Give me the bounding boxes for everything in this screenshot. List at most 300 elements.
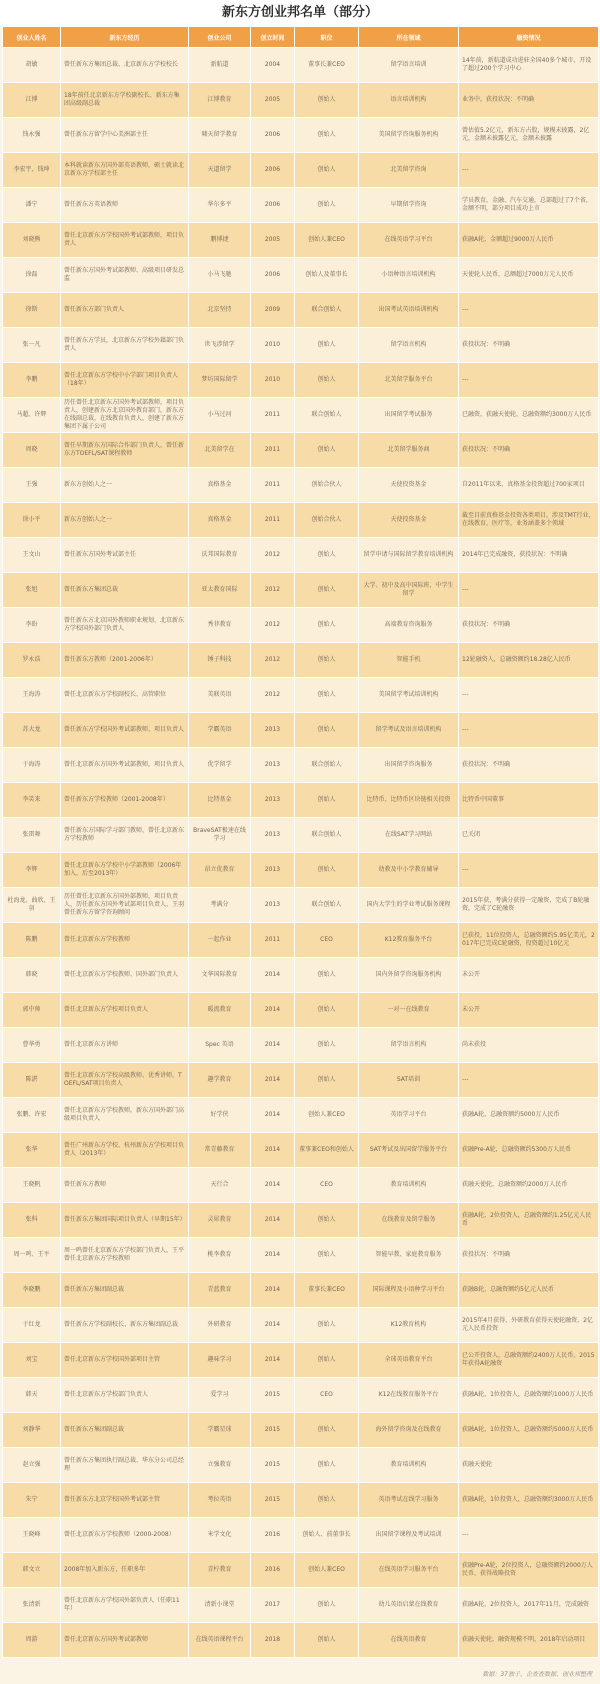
- table-row: [3, 328, 599, 363]
- company-cell: 秀菲教育: [189, 608, 251, 643]
- company-cell: 爱学习: [189, 1378, 251, 1413]
- company-cell: 青蓝教育: [189, 1273, 251, 1308]
- funding-cell: 尚未获投: [459, 1028, 599, 1063]
- year-cell: 2015: [251, 1448, 295, 1483]
- year-cell: 2017: [251, 1588, 295, 1623]
- experience-cell: 曾任广州新东方学校、杭州新东方学校项目负责人（2013年）: [61, 1133, 189, 1168]
- header-funding: 融资情况: [459, 27, 599, 48]
- company-cell: 梦坊国际留学: [189, 363, 251, 398]
- founder-name-cell: 徐小平: [3, 503, 61, 538]
- field-cell: 北美留学咨询: [359, 153, 459, 188]
- year-cell: 2006: [251, 153, 295, 188]
- founder-name-cell: 李鹏: [3, 363, 61, 398]
- company-cell: 趣味学习: [189, 1343, 251, 1378]
- field-cell: 在线英语教育: [359, 1623, 459, 1658]
- table-row: [3, 258, 599, 293]
- year-cell: 2004: [251, 48, 295, 83]
- role-cell: 创始人: [295, 678, 359, 713]
- field-cell: 出国留学考试服务: [359, 398, 459, 433]
- founder-name-cell: 李盼: [3, 608, 61, 643]
- funding-cell: 获融天使轮: [459, 1448, 599, 1483]
- company-cell: 考满分: [189, 888, 251, 923]
- experience-cell: 曾任北京新东方学校教师（2000-2008）: [61, 1518, 189, 1553]
- company-cell: 比特基金: [189, 783, 251, 818]
- role-cell: 联合创始人: [295, 293, 359, 328]
- founder-name-cell: 李晓鹏: [3, 1273, 61, 1308]
- experience-cell: 曾任新东方学校副校长、新东方集团副总裁: [61, 1308, 189, 1343]
- founder-name-cell: 李辉: [3, 853, 61, 888]
- year-cell: 2014: [251, 1308, 295, 1343]
- role-cell: 创始人: [295, 1203, 359, 1238]
- funding-cell: 自2011年以来，真格基金投资超过700家项目: [459, 468, 599, 503]
- table-row: [3, 573, 599, 608]
- experience-cell: 曾任北京新东方学校项目负责人: [61, 993, 189, 1028]
- table-row: [3, 1308, 599, 1343]
- role-cell: 联合创始人: [295, 818, 359, 853]
- experience-cell: 曾任北京新东方讲师: [61, 1028, 189, 1063]
- experience-cell: 曾任新东方教师: [61, 1168, 189, 1203]
- year-cell: 2011: [251, 468, 295, 503]
- company-cell: 啸天留学教育: [189, 118, 251, 153]
- role-cell: 创始人: [295, 1063, 359, 1098]
- experience-cell: 曾任新东方国外考试部主任: [61, 538, 189, 573]
- year-cell: 2012: [251, 573, 295, 608]
- role-cell: 创始人: [295, 608, 359, 643]
- header-year: 创立时间: [251, 27, 295, 48]
- founder-name-cell: 马超、许辉: [3, 398, 61, 433]
- role-cell: 创始人: [295, 83, 359, 118]
- founder-name-cell: 张华: [3, 1133, 61, 1168]
- table-row: [3, 188, 599, 223]
- table-row: [3, 993, 599, 1028]
- year-cell: 2013: [251, 818, 295, 853]
- field-cell: 早期留学咨询: [359, 188, 459, 223]
- founder-name-cell: 江博: [3, 83, 61, 118]
- table-row: [3, 1588, 599, 1623]
- table-row: [3, 1168, 599, 1203]
- year-cell: 2010: [251, 328, 295, 363]
- experience-cell: 历任曾任北京新东方国外考试部教师，项目负责人，创建新东方北京国外教育部门，新东方在线副总裁，在线教育负责人，创建了新东方集团下属子公司: [61, 398, 189, 433]
- funding-cell: 获投状况：不明确: [459, 433, 599, 468]
- founder-name-cell: 张清新: [3, 1588, 61, 1623]
- company-cell: 鹏博捷: [189, 223, 251, 258]
- role-cell: CEO: [295, 923, 359, 958]
- table-row: [3, 503, 599, 538]
- field-cell: 美国留学考试培训机构: [359, 678, 459, 713]
- funding-cell: 2015年4月获得，外研教育获得天使轮融资，2亿元人民币投资: [459, 1308, 599, 1343]
- funding-cell: 获融Pre-A轮，2位投资人，总融资额约2000万人民币，获得战略投资: [459, 1553, 599, 1588]
- role-cell: 创始人: [295, 1483, 359, 1518]
- founder-name-cell: 于海涛: [3, 748, 61, 783]
- funding-cell: ---: [459, 363, 599, 398]
- field-cell: 出国留学咨询服务: [359, 748, 459, 783]
- founder-name-cell: 杜海龙、曲欣、王羽: [3, 888, 61, 923]
- experience-cell: 本科就读新东方国外部英语教师，硕士就读北京新东方学校部主任: [61, 153, 189, 188]
- role-cell: 联合创始人: [295, 748, 359, 783]
- company-cell: 好学侠: [189, 1098, 251, 1133]
- role-cell: 董事长兼CEO: [295, 1273, 359, 1308]
- role-cell: 创始人: [295, 1343, 359, 1378]
- company-cell: 锤子科技: [189, 643, 251, 678]
- company-cell: 常青藤教育: [189, 1133, 251, 1168]
- experience-cell: 曾任新东方北京国外教师职业规划、北京新东方学校国外部门负责人: [61, 608, 189, 643]
- year-cell: 2012: [251, 678, 295, 713]
- table-row: [3, 1133, 599, 1168]
- founder-name-cell: 张旭: [3, 573, 61, 608]
- founder-name-cell: 王晓帆: [3, 1168, 61, 1203]
- field-cell: K12教育机构: [359, 1308, 459, 1343]
- role-cell: 创始合伙人: [295, 468, 359, 503]
- experience-cell: 曾任新东方学员，北京新东方学校外籍部门负责人: [61, 328, 189, 363]
- founder-name-cell: 苏大龙: [3, 713, 61, 748]
- table-row: [3, 1238, 599, 1273]
- role-cell: 创始人: [295, 783, 359, 818]
- founder-name-cell: 罗永浩: [3, 643, 61, 678]
- field-cell: 出国考试英语培训机构: [359, 293, 459, 328]
- experience-cell: 曾任北京新东方学校副校长、高管职位: [61, 678, 189, 713]
- field-cell: 一对一在线教育: [359, 993, 459, 1028]
- funding-cell: ---: [459, 713, 599, 748]
- founder-name-cell: 王文山: [3, 538, 61, 573]
- table-row: [3, 1273, 599, 1308]
- role-cell: 创始人、前董事长: [295, 1518, 359, 1553]
- field-cell: 高端教育咨询服务: [359, 608, 459, 643]
- field-cell: 语言培训机构: [359, 83, 459, 118]
- funding-cell: 获融A轮，1位投资人，总融资额约1000万人民币: [459, 1378, 599, 1413]
- company-cell: 沃邦国际教育: [189, 538, 251, 573]
- table-row: [3, 608, 599, 643]
- field-cell: 小语种语言培训机构: [359, 258, 459, 293]
- role-cell: 创始人: [295, 713, 359, 748]
- table-row: [3, 433, 599, 468]
- year-cell: 2014: [251, 1343, 295, 1378]
- funding-cell: 获融B轮，总融资额约5亿元人民币: [459, 1273, 599, 1308]
- experience-cell: 曾任新东方集团总裁、北京新东方学校校长: [61, 48, 189, 83]
- role-cell: 创始人及董事长: [295, 258, 359, 293]
- experience-cell: 曾任北京新东方学校中小学部门项目负责人（18年）: [61, 363, 189, 398]
- funding-cell: 获融天使轮，总融资额约2000万人民币: [459, 1168, 599, 1203]
- header-name: 创业人姓名: [3, 27, 61, 48]
- role-cell: 创始人: [295, 1028, 359, 1063]
- funding-cell: 获投状况：不明确: [459, 608, 599, 643]
- table-row: [3, 293, 599, 328]
- field-cell: 海外留学咨询及在线教育: [359, 1413, 459, 1448]
- year-cell: 2009: [251, 293, 295, 328]
- funding-cell: 学员教育，金融、汽车交通，总部超过了7个省，金额不明，部分项目成功上市: [459, 188, 599, 223]
- founder-name-cell: 周一鸣、王平: [3, 1238, 61, 1273]
- year-cell: 2015: [251, 1413, 295, 1448]
- table-row: [3, 1343, 599, 1378]
- funding-cell: 截至目前真格基金投资各类项目，涉及TMT行业，在线教育，医疗等，业务涵盖多个领域: [459, 503, 599, 538]
- experience-cell: 曾任新东方留学中心美洲部主任: [61, 118, 189, 153]
- experience-cell: 曾任新东方北京学校国外考试部主管: [61, 1483, 189, 1518]
- year-cell: 2010: [251, 363, 295, 398]
- field-cell: 在线教育及留学服务: [359, 1203, 459, 1238]
- field-cell: K12在线教育服务平台: [359, 1378, 459, 1413]
- funding-cell: 获投状况：不明确: [459, 1238, 599, 1273]
- year-cell: 2012: [251, 643, 295, 678]
- table-row: [3, 643, 599, 678]
- company-cell: 在线英语课程平台: [189, 1623, 251, 1658]
- company-cell: 天道留学: [189, 153, 251, 188]
- role-cell: 创始人: [295, 1588, 359, 1623]
- company-cell: 世飞涉留学: [189, 328, 251, 363]
- role-cell: 创始人: [295, 958, 359, 993]
- role-cell: 创始人: [295, 573, 359, 608]
- role-cell: 董事兼CEO和创始人: [295, 1133, 359, 1168]
- field-cell: 美国留学咨询服务机构: [359, 118, 459, 153]
- role-cell: 创始人兼CEO: [295, 1553, 359, 1588]
- founder-name-cell: 潘宁: [3, 188, 61, 223]
- funding-cell: ---: [459, 573, 599, 608]
- founder-name-cell: 于红龙: [3, 1308, 61, 1343]
- company-cell: 亚太教育国际: [189, 573, 251, 608]
- founder-name-cell: 张科: [3, 1203, 61, 1238]
- founder-name-cell: 徐斯: [3, 293, 61, 328]
- field-cell: 国内大学生的学业考试服务课程: [359, 888, 459, 923]
- year-cell: 2013: [251, 748, 295, 783]
- founder-name-cell: 韩晓: [3, 958, 61, 993]
- funding-cell: 已公开投资人，总融资额约2400万人民币，2015年获得A轮融资: [459, 1343, 599, 1378]
- founder-name-cell: 韩天: [3, 1378, 61, 1413]
- table-row: [3, 1483, 599, 1518]
- role-cell: 创始人: [295, 643, 359, 678]
- company-cell: 北美留学在: [189, 433, 251, 468]
- table-row: [3, 1098, 599, 1133]
- company-cell: 学霸英语: [189, 713, 251, 748]
- year-cell: 2015: [251, 1483, 295, 1518]
- year-cell: 2014: [251, 1168, 295, 1203]
- company-cell: 考拉英语: [189, 1483, 251, 1518]
- year-cell: 2013: [251, 853, 295, 888]
- funding-cell: 业务中，获投状况：不明确: [459, 83, 599, 118]
- company-cell: 小马过河: [189, 398, 251, 433]
- year-cell: 2005: [251, 223, 295, 258]
- role-cell: CEO: [295, 1168, 359, 1203]
- table-row: [3, 1378, 599, 1413]
- funding-cell: 获融A轮，总融资额约5000万人民币: [459, 1098, 599, 1133]
- field-cell: 留学语言机构: [359, 328, 459, 363]
- founder-name-cell: 赵立强: [3, 1448, 61, 1483]
- year-cell: 2014: [251, 1273, 295, 1308]
- field-cell: 北美留学服务商: [359, 433, 459, 468]
- field-cell: 在线SAT学习网站: [359, 818, 459, 853]
- funding-cell: 获融A轮，金额超过9000万人民币: [459, 223, 599, 258]
- company-cell: 真格基金: [189, 468, 251, 503]
- field-cell: 在线英语学习平台: [359, 223, 459, 258]
- company-cell: 灵犀教育: [189, 1203, 251, 1238]
- funding-cell: ---: [459, 853, 599, 888]
- role-cell: 创始人: [295, 1623, 359, 1658]
- field-cell: 北美留学服务平台: [359, 363, 459, 398]
- table-row: [3, 1518, 599, 1553]
- company-cell: 江博教育: [189, 83, 251, 118]
- year-cell: 2014: [251, 1238, 295, 1273]
- role-cell: 创始人兼CEO: [295, 1098, 359, 1133]
- company-cell: 真格基金: [189, 503, 251, 538]
- field-cell: 教育培训机构: [359, 1448, 459, 1483]
- role-cell: 创始人: [295, 1308, 359, 1343]
- company-cell: 优学留学: [189, 748, 251, 783]
- field-cell: SAT考试及出国留学服务平台: [359, 1133, 459, 1168]
- funding-cell: ---: [459, 1518, 599, 1553]
- role-cell: 董事长兼CEO: [295, 48, 359, 83]
- role-cell: 创始人: [295, 1448, 359, 1483]
- funding-cell: 已关闭: [459, 818, 599, 853]
- funding-cell: 2014年已完成融资，获投状况：不明确: [459, 538, 599, 573]
- table-header-row: [3, 27, 599, 48]
- table-row: [3, 538, 599, 573]
- field-cell: 英语学习平台: [359, 1098, 459, 1133]
- table-row: [3, 783, 599, 818]
- field-cell: 留学语言机构: [359, 1028, 459, 1063]
- year-cell: 2014: [251, 1203, 295, 1238]
- field-cell: 英语考试在线学习服务: [359, 1483, 459, 1518]
- company-cell: Spec 英语: [189, 1028, 251, 1063]
- experience-cell: 曾任新东方英语教师: [61, 188, 189, 223]
- founder-name-cell: 张一凡: [3, 328, 61, 363]
- year-cell: 2014: [251, 993, 295, 1028]
- field-cell: 国际课程及小语种学习平台: [359, 1273, 459, 1308]
- year-cell: 2012: [251, 608, 295, 643]
- funding-cell: 未公开: [459, 958, 599, 993]
- founder-name-cell: 张雷舞: [3, 818, 61, 853]
- funding-cell: ---: [459, 678, 599, 713]
- header-experience: 新东方经历: [61, 27, 189, 48]
- field-cell: SAT培训: [359, 1063, 459, 1098]
- founder-name-cell: 刘晓熊: [3, 223, 61, 258]
- table-row: [3, 678, 599, 713]
- company-cell: 一起作业: [189, 923, 251, 958]
- company-cell: 美联英语: [189, 678, 251, 713]
- funding-cell: 获融天使轮，融资规模不明，2018年启动项目: [459, 1623, 599, 1658]
- company-cell: 立强教育: [189, 1448, 251, 1483]
- funding-cell: 天使轮人民币，总额超过7000万元人民币: [459, 258, 599, 293]
- table-row: [3, 853, 599, 888]
- year-cell: 2013: [251, 783, 295, 818]
- field-cell: 国内外留学咨询服务机构: [359, 958, 459, 993]
- table-row: [3, 468, 599, 503]
- source-note: 数据：37独子、企查查数据、创业邦整理: [482, 1671, 592, 1678]
- company-cell: 北京坚持: [189, 293, 251, 328]
- role-cell: 创始人兼CEO: [295, 223, 359, 258]
- role-cell: 创始人: [295, 853, 359, 888]
- experience-cell: 曾任北京新东方学校高级教师、优秀讲师，TOEFL/SAT项目负责人: [61, 1063, 189, 1098]
- founder-name-cell: 刘静华: [3, 1413, 61, 1448]
- funding-cell: 12轮融资人，总融资额约18.28亿人民币: [459, 643, 599, 678]
- table-row: [3, 1028, 599, 1063]
- year-cell: 2015: [251, 1378, 295, 1413]
- field-cell: 幼教及中小学教育辅导: [359, 853, 459, 888]
- founder-name-cell: 李宏宇、钱坤: [3, 153, 61, 188]
- field-cell: K12教育服务平台: [359, 923, 459, 958]
- field-cell: 教育培训机构: [359, 1168, 459, 1203]
- founder-name-cell: 钱永强: [3, 118, 61, 153]
- field-cell: 智能早教、家庭教育服务: [359, 1238, 459, 1273]
- funding-cell: 已获投，11位投资人，总融资额约5.95亿美元，2017年已完成C轮融资，投资超过10亿元: [459, 923, 599, 958]
- funding-cell: 获融Pre-A轮，总融资额约5300万人民币: [459, 1133, 599, 1168]
- year-cell: 2005: [251, 83, 295, 118]
- funding-cell: ---: [459, 153, 599, 188]
- field-cell: 幼儿英语启蒙在线教育: [359, 1588, 459, 1623]
- experience-cell: 曾任新东方集团执行副总裁、华东分公司总经理: [61, 1448, 189, 1483]
- table-row: [3, 48, 599, 83]
- year-cell: 2016: [251, 1518, 295, 1553]
- table-row: [3, 1203, 599, 1238]
- table-row: [3, 818, 599, 853]
- role-cell: 创始人: [295, 1238, 359, 1273]
- role-cell: 创始人: [295, 1413, 359, 1448]
- funding-cell: 曾估值5.2亿元，新东方占股，规模未披露，2亿元，金额未披露亿元，金额未披露: [459, 118, 599, 153]
- experience-cell: 曾任新东方集团总裁: [61, 573, 189, 608]
- company-cell: 学霸星球: [189, 1413, 251, 1448]
- funding-cell: 获融A轮，2位投资人，总融资额约1.25亿元人民币: [459, 1203, 599, 1238]
- experience-cell: 曾任新东方教师（2001-2006年）: [61, 643, 189, 678]
- year-cell: 2006: [251, 118, 295, 153]
- experience-cell: 历任曾任北京新东方国外部教师，项目负责人，历任新东方国外考试部项目负责人，王羽曾任新东方留学咨询顾问: [61, 888, 189, 923]
- page-title: 新东方创业邦名单（部分）: [0, 0, 600, 26]
- company-cell: 新航道: [189, 48, 251, 83]
- founder-name-cell: 周晓: [3, 433, 61, 468]
- founder-name-cell: 陈鹏: [3, 923, 61, 958]
- company-cell: BraveSAT极速在线学习: [189, 818, 251, 853]
- field-cell: 智能手机: [359, 643, 459, 678]
- company-cell: 清新小课堂: [189, 1588, 251, 1623]
- experience-cell: 曾任新东方部门负责人: [61, 293, 189, 328]
- experience-cell: 曾任新东方集团国际项目负责人（早期15年）: [61, 1203, 189, 1238]
- company-cell: 小马飞驰: [189, 258, 251, 293]
- company-cell: 趣学教育: [189, 1063, 251, 1098]
- founder-name-cell: 李笑来: [3, 783, 61, 818]
- year-cell: 2006: [251, 258, 295, 293]
- year-cell: 2014: [251, 1063, 295, 1098]
- table-body: [3, 48, 599, 1658]
- role-cell: 创始人: [295, 433, 359, 468]
- funding-cell: 获融A轮，1位投资人，总融资额约3000万人民币: [459, 1483, 599, 1518]
- table-row: [3, 1413, 599, 1448]
- year-cell: 2013: [251, 713, 295, 748]
- experience-cell: 新东方创始人之一: [61, 468, 189, 503]
- year-cell: 2011: [251, 433, 295, 468]
- year-cell: 2014: [251, 958, 295, 993]
- experience-cell: 曾任新东方国际学习部门教师，曾任北京新东方学校教师: [61, 818, 189, 853]
- founder-name-cell: 郭中帅: [3, 993, 61, 1028]
- experience-cell: 曾任北京新东方学校国外部负责人（任职11年）: [61, 1588, 189, 1623]
- experience-cell: 曾任北京新东方学校教师: [61, 923, 189, 958]
- table-row: [3, 83, 599, 118]
- funding-cell: 获投状况：不明确: [459, 748, 599, 783]
- founder-name-cell: 胡敏: [3, 48, 61, 83]
- founder-name-cell: 刘宝: [3, 1343, 61, 1378]
- year-cell: 2014: [251, 1028, 295, 1063]
- experience-cell: 曾任新东方学校教师（2001-2008年）: [61, 783, 189, 818]
- experience-cell: 曾任新东方集团副总裁: [61, 1413, 189, 1448]
- role-cell: 创始人: [295, 328, 359, 363]
- company-cell: 青柠教育: [189, 1553, 251, 1588]
- field-cell: 比特币、比特币区块链相关投资: [359, 783, 459, 818]
- table-row: [3, 118, 599, 153]
- funding-cell: 获融A轮，2位投资人，2017年11月，完成融资: [459, 1588, 599, 1623]
- year-cell: 2016: [251, 1553, 295, 1588]
- experience-cell: 18年前任北京新东方学校副校长、新东方集团高级副总裁: [61, 83, 189, 118]
- table-row: [3, 923, 599, 958]
- funding-cell: 2015年获，考满分获得一定融资，完成了B轮融资，完成了C轮融资: [459, 888, 599, 923]
- company-cell: 文华国际教育: [189, 958, 251, 993]
- founder-name-cell: 王海涛: [3, 678, 61, 713]
- experience-cell: 曾任北京新东方学校教师，新东方国外部门高级项目负责人: [61, 1098, 189, 1133]
- funding-cell: ---: [459, 293, 599, 328]
- table-row: [3, 363, 599, 398]
